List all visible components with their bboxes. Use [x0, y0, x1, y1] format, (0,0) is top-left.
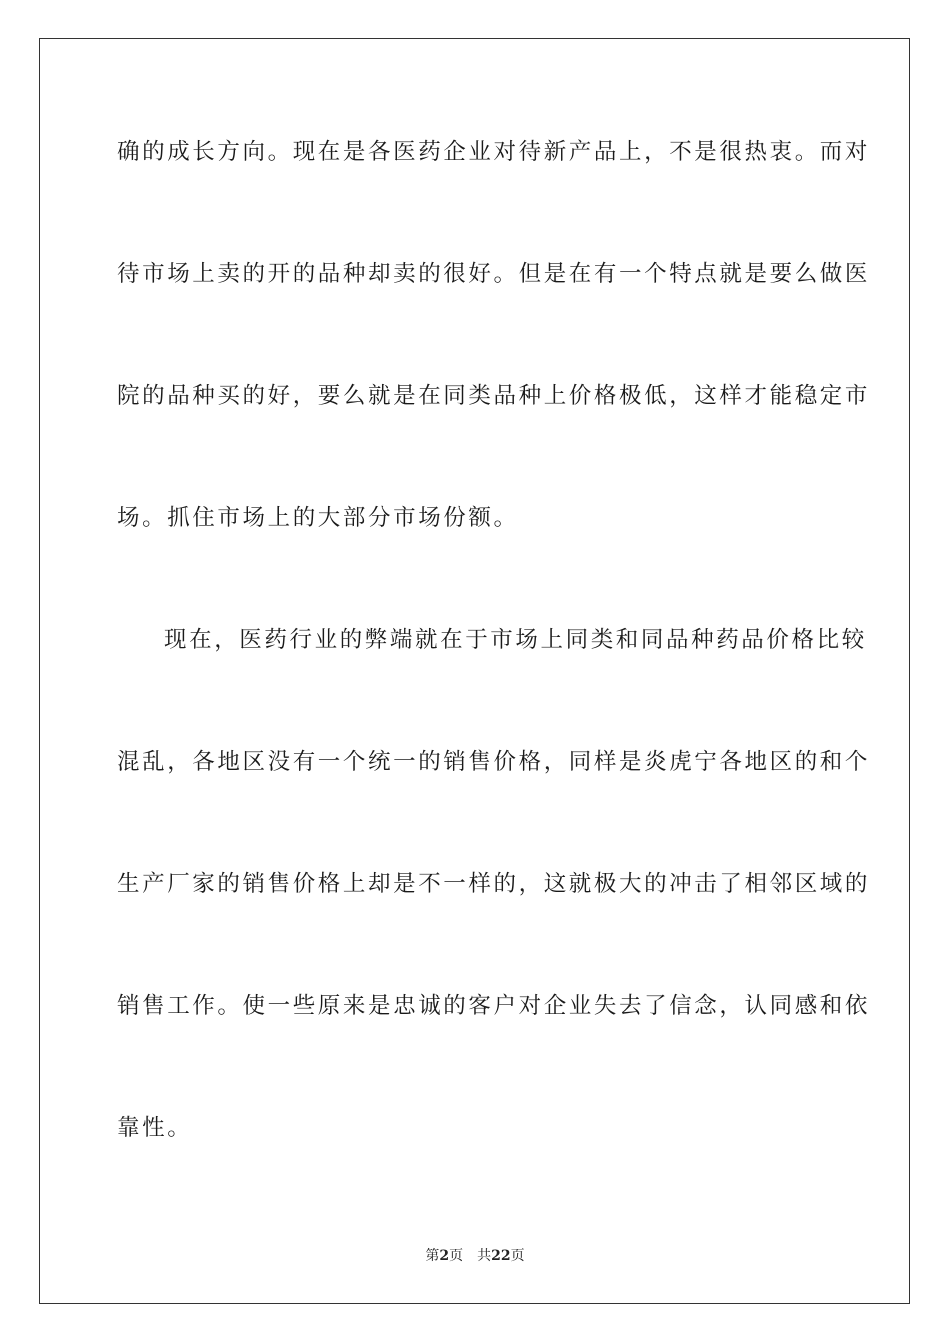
paragraph-2-line-4: 销售工作。使一些原来是忠诚的客户对企业失去了信念，认同感和依	[117, 993, 871, 1019]
total-suffix: 页	[510, 1248, 525, 1264]
page-number: 2	[439, 1248, 450, 1264]
paragraph-2-line-2: 混乱，各地区没有一个统一的销售价格，同样是炎虎宁各地区的和个	[117, 749, 871, 775]
total-pages: 22	[491, 1248, 511, 1264]
paragraph-1-line-4: 场。抓住市场上的大部分市场份额。	[117, 505, 519, 531]
paragraph-2-line-5: 靠性。	[117, 1115, 193, 1141]
paragraph-1-line-3: 院的品种买的好，要么就是在同类品种上价格极低，这样才能稳定市	[117, 383, 871, 409]
paragraph-1-line-1: 确的成长方向。现在是各医药企业对待新产品上，不是很热衷。而对	[117, 139, 871, 165]
paragraph-2-line-1: 现在，医药行业的弊端就在于市场上同类和同品种药品价格比较	[164, 627, 867, 653]
paragraph-1-line-2: 待市场上卖的开的品种却卖的很好。但是在有一个特点就是要么做医	[117, 261, 871, 287]
page-footer	[0, 1246, 950, 1266]
page-prefix: 第	[425, 1248, 440, 1264]
total-prefix: 共	[477, 1248, 492, 1264]
page-suffix: 页	[449, 1248, 464, 1264]
paragraph-2-line-3: 生产厂家的销售价格上却是不一样的，这就极大的冲击了相邻区域的	[117, 871, 871, 897]
